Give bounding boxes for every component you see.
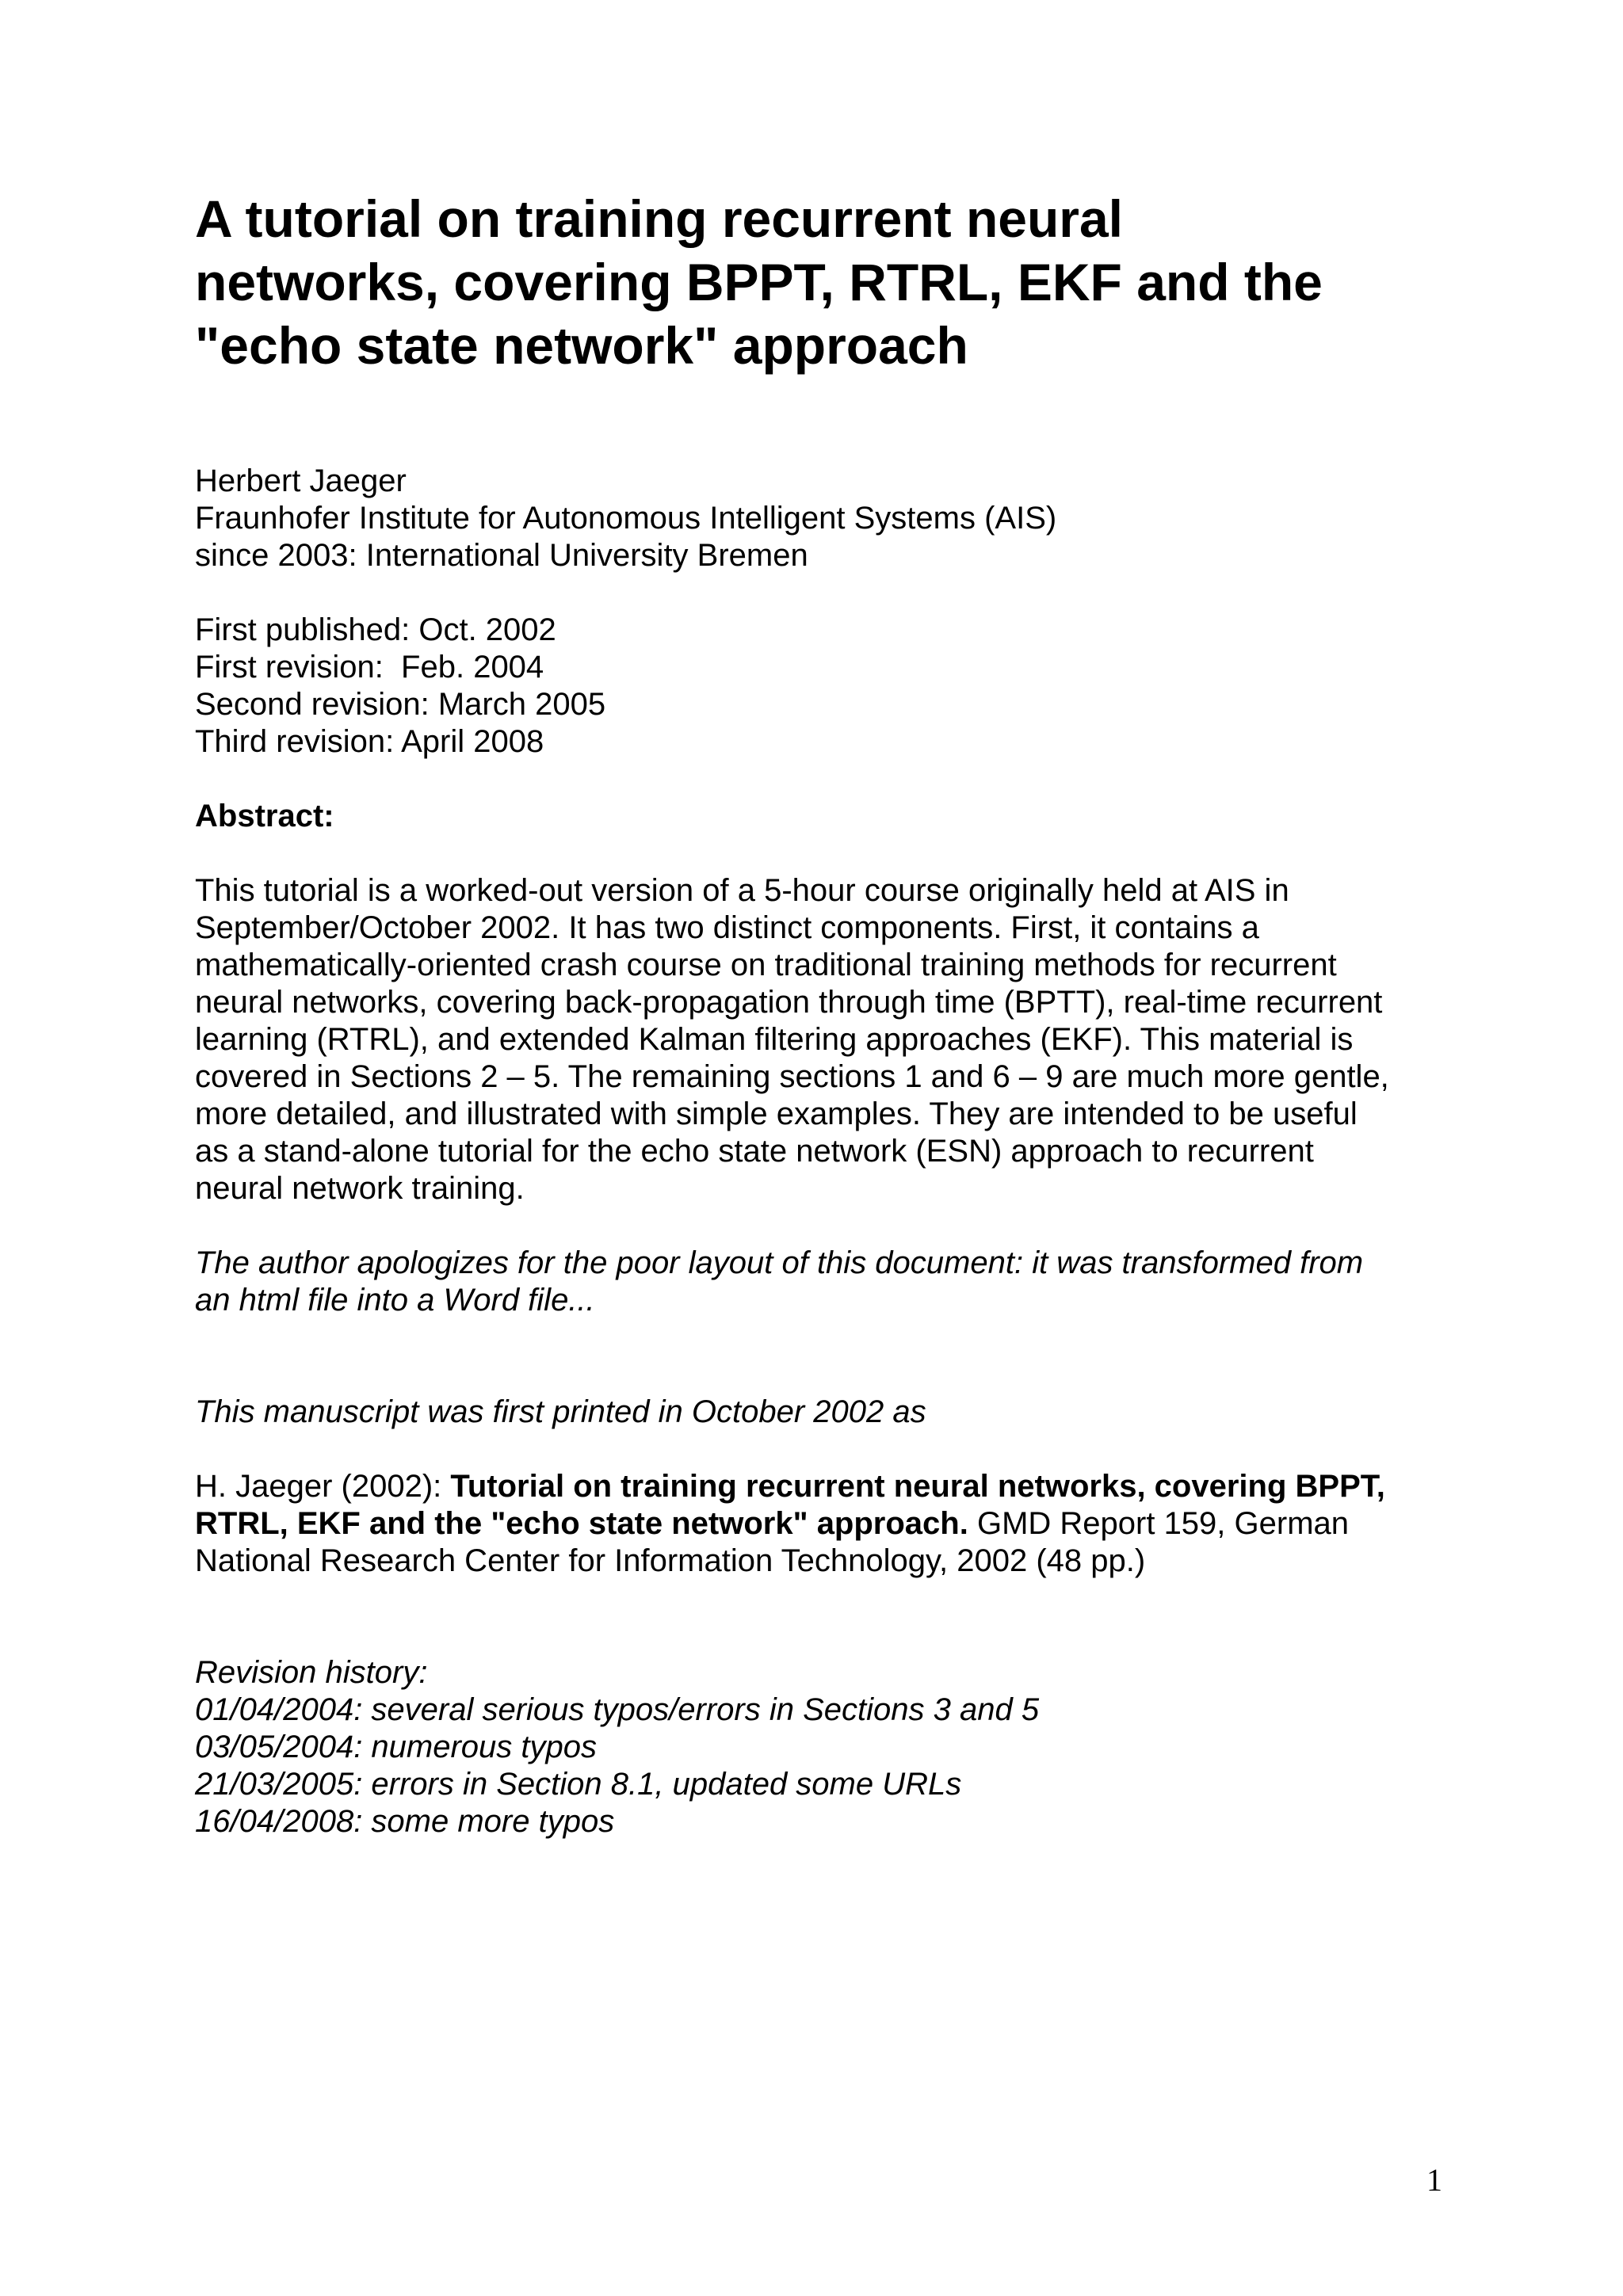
page-content <box>195 187 1495 1840</box>
date-first-revision: First revision: Feb. 2004 <box>195 650 544 685</box>
layout-apology-note <box>195 1245 1495 1319</box>
page-number: 1 <box>1426 2162 1442 2198</box>
printed-note-line: This manuscript was first printed in October 2002 as <box>195 1394 926 1429</box>
author-name: Herbert Jaeger <box>195 463 407 498</box>
date-first-published: First published: Oct. 2002 <box>195 612 556 647</box>
apology-line: The author apologizes for the poor layout of this document: it was transformed from <box>195 1245 1364 1280</box>
citation-report-number: GMD Report 159, German <box>968 1506 1350 1541</box>
revision-entry: 01/04/2004: several serious typos/errors in Sections 3 and 5 <box>195 1692 1040 1727</box>
date-third-revision: Third revision: April 2008 <box>195 724 544 759</box>
abstract-line: neural networks, covering back-propagation through time (BPTT), real-time recurrent <box>195 985 1383 1020</box>
revision-history <box>195 1654 1495 1840</box>
citation <box>195 1468 1495 1580</box>
revision-history-heading: Revision history: <box>195 1655 428 1690</box>
title-line: "echo state network" approach <box>195 316 968 375</box>
document-title <box>195 187 1479 377</box>
abstract-body <box>195 872 1495 1207</box>
revision-entry: 03/05/2004: numerous typos <box>195 1730 598 1764</box>
title-line: networks, covering BPPT, RTRL, EKF and the <box>195 253 1323 311</box>
citation-line-1 <box>195 1468 1495 1505</box>
citation-report-title: Tutorial on training recurrent neural networks, covering BPPT, <box>450 1469 1385 1504</box>
abstract-line: as a stand-alone tutorial for the echo state network (ESN) approach to recurrent <box>195 1134 1314 1169</box>
revision-entry: 16/04/2008: some more typos <box>195 1804 615 1839</box>
apology-line: an html file into a Word file... <box>195 1283 595 1318</box>
citation-line-3: National Research Center for Information Technology, 2002 (48 pp.) <box>195 1543 1146 1578</box>
first-printed-note <box>195 1394 1495 1431</box>
abstract-line: learning (RTRL), and extended Kalman filtering approaches (EKF). This material is <box>195 1022 1354 1057</box>
abstract-line: more detailed, and illustrated with simple examples. They are intended to be useful <box>195 1097 1358 1131</box>
abstract-line: covered in Sections 2 – 5. The remaining sections 1 and 6 – 9 are much more gentle, <box>195 1059 1389 1094</box>
author-affiliation: Fraunhofer Institute for Autonomous Intelligent Systems (AIS) <box>195 501 1057 536</box>
revision-entry: 21/03/2005: errors in Section 8.1, updated some URLs <box>195 1767 962 1802</box>
abstract-line: neural network training. <box>195 1171 525 1206</box>
abstract-line: September/October 2002. It has two distinct components. First, it contains a <box>195 910 1259 945</box>
date-second-revision: Second revision: March 2005 <box>195 687 606 722</box>
abstract-heading: Abstract: <box>195 799 334 833</box>
title-line: A tutorial on training recurrent neural <box>195 189 1124 248</box>
author-block <box>195 463 1495 574</box>
author-affiliation-since: since 2003: International University Bremen <box>195 538 808 573</box>
abstract-line: This tutorial is a worked-out version of a 5-hour course originally held at AIS in <box>195 873 1289 908</box>
citation-line-2 <box>195 1505 1495 1543</box>
publication-dates <box>195 612 1495 761</box>
abstract-line: mathematically-oriented crash course on traditional training methods for recurrent <box>195 948 1337 982</box>
citation-report-title-cont: RTRL, EKF and the "echo state network" approach. <box>195 1506 968 1541</box>
citation-author-year: H. Jaeger (2002): <box>195 1469 451 1504</box>
